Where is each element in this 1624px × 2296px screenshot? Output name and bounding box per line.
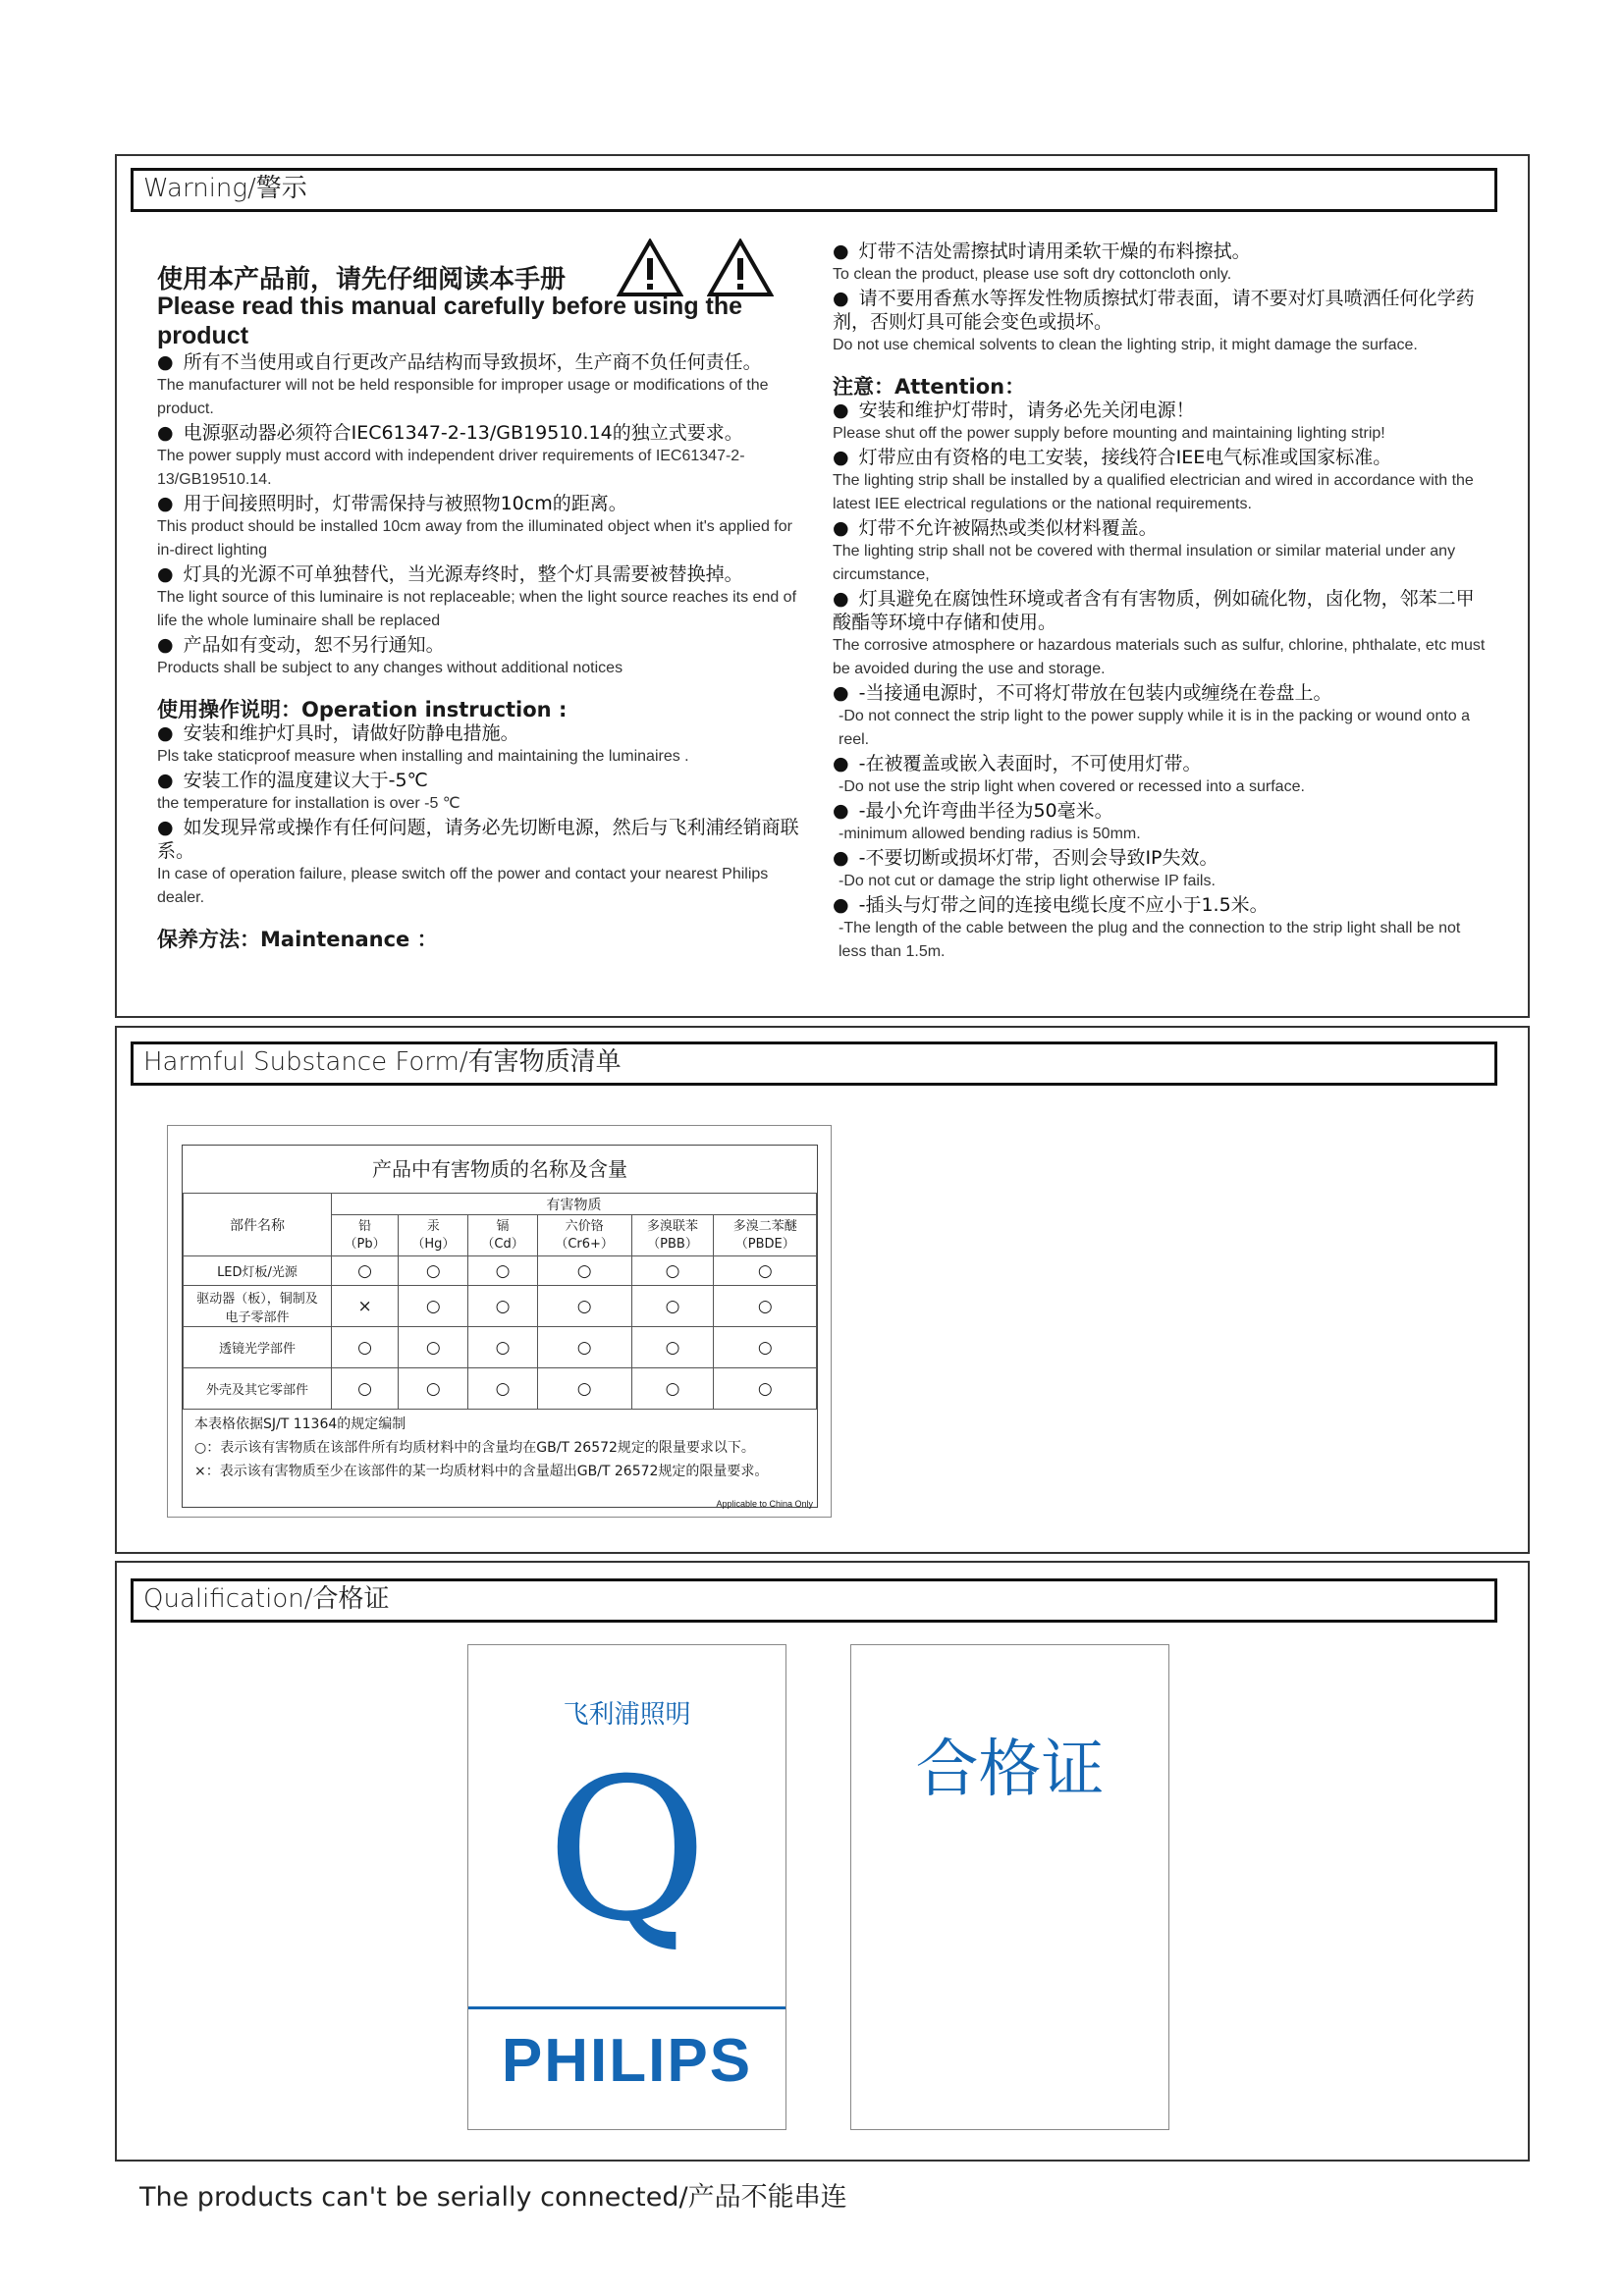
list-item: ● 灯带不允许被隔热或类似材料覆盖。 — [833, 516, 1489, 540]
table-cell: ○ — [468, 1368, 537, 1410]
table-cell: ○ — [631, 1327, 714, 1368]
brand-zh: 飞利浦照明 — [563, 1700, 691, 1730]
list-item-en: The power supply must accord with independent driver requirements of IEC61347-2-13/GB19510.14. — [157, 448, 745, 488]
table-cell: ○ — [332, 1256, 399, 1286]
list-item-en: -Do not use the strip light when covered or recessed into a surface. — [839, 778, 1305, 795]
list-item: ● -在被覆盖或嵌入表面时，不可使用灯带。 — [833, 752, 1489, 775]
certificate-card — [850, 1644, 1169, 2130]
table-cell: ○ — [468, 1256, 537, 1286]
list-item-en: -The length of the cable between the plug and the connection to the strip light shall be not less than 1.5m. — [839, 920, 1461, 960]
table-row — [184, 1256, 817, 1286]
applicable-note: Applicable to China Only — [716, 1499, 813, 1509]
col-header: 镉 （Cd） — [468, 1215, 537, 1256]
warning-title: Warning/警示 — [131, 168, 1497, 212]
list-item-en: Pls take staticproof measure when installing and maintaining the luminaires . — [157, 748, 689, 765]
philips-q-card — [467, 1644, 786, 2130]
list-item-en: The manufacturer will not be held responsible for improper usage or modifications of the product. — [157, 377, 769, 417]
table-title: 产品中有害物质的名称及含量 — [372, 1157, 627, 1181]
table-cell: ○ — [631, 1256, 714, 1286]
substance-table — [183, 1193, 817, 1410]
list-item-en: In case of operation failure, please switch off the power and contact your nearest Philips dealer. — [157, 866, 769, 906]
divider — [468, 2006, 785, 2009]
list-item-en: This product should be installed 10cm away from the illuminated object when it's applied for in-direct lighting — [157, 518, 792, 559]
table-cell: ○ — [631, 1286, 714, 1327]
table-cell: ○ — [468, 1327, 537, 1368]
list-item: ● -不要切断或损坏灯带，否则会导致IP失效。 — [833, 846, 1489, 870]
substance-title: Harmful Substance Form/有害物质清单 — [131, 1041, 1497, 1086]
table-note: ×：表示该有害物质至少在该部件的某一均质材料中的含量超出GB/T 26572规定的限量要求。 — [194, 1464, 769, 1479]
table-cell: × — [332, 1286, 399, 1327]
table-cell: ○ — [332, 1327, 399, 1368]
table-cell: ○ — [399, 1327, 468, 1368]
warning-left-column — [157, 265, 805, 951]
table-note: ○：表示该有害物质在该部件所有均质材料中的含量均在GB/T 26572规定的限量要求以下。 — [194, 1440, 755, 1456]
col-header: 多溴联苯 （PBB） — [631, 1215, 714, 1256]
list-item: ● 用于间接照明时，灯带需保持与被照物10cm的距离。 — [157, 492, 805, 515]
col-header: 多溴二苯醚 （PBDE） — [714, 1215, 817, 1256]
table-cell: ○ — [537, 1286, 631, 1327]
heading-zh: 使用本产品前，请先仔细阅读本手册 — [157, 265, 567, 294]
list-item-en: The lighting strip shall be installed by a qualified electrician and wired in accordance with the latest IEE electrical regulations or the national requirements. — [833, 472, 1474, 512]
row-name: 外壳及其它零部件 — [184, 1368, 332, 1410]
qualification-section — [115, 1561, 1530, 2162]
list-item-en: -Do not cut or damage the strip light otherwise IP fails. — [839, 873, 1216, 889]
table-cell: ○ — [714, 1368, 817, 1410]
list-item: ● -插头与灯带之间的连接电缆长度不应小于1.5米。 — [833, 893, 1489, 917]
list-item: ● 产品如有变动，恕不另行通知。 — [157, 633, 805, 657]
table-cell: ○ — [332, 1368, 399, 1410]
list-item: ● 安装和维护灯带时，请务必先关闭电源！ — [833, 399, 1489, 422]
list-item-en: The lighting strip shall not be covered with thermal insulation or similar material under any circumstance, — [833, 543, 1456, 583]
table-cell: ○ — [537, 1368, 631, 1410]
table-cell: ○ — [631, 1368, 714, 1410]
list-item: ● 安装和维护灯具时，请做好防静电措施。 — [157, 721, 805, 745]
col-header: 六价铬 （Cr6+） — [537, 1215, 631, 1256]
row-name: 透镜光学部件 — [184, 1327, 332, 1368]
col-header: 汞 （Hg） — [399, 1215, 468, 1256]
list-item: ● -当接通电源时，不可将灯带放在包装内或缠绕在卷盘上。 — [833, 681, 1489, 705]
list-item-en: The light source of this luminaire is not replaceable; when the light source reaches its end of life the whole luminaire shall be replaced — [157, 589, 797, 629]
table-cell: ○ — [468, 1286, 537, 1327]
list-item: ● 所有不当使用或自行更改产品结构而导致损坏，生产商不负任何责任。 — [157, 350, 805, 374]
row-name: LED灯板/光源 — [184, 1256, 332, 1286]
row-name: 驱动器（板），铜制及电子零部件 — [184, 1286, 332, 1327]
qualification-title: Qualification/合格证 — [131, 1578, 1497, 1623]
list-item: ● 电源驱动器必须符合IEC61347-2-13/GB19510.14的独立式要求。 — [157, 421, 805, 445]
table-cell: ○ — [714, 1286, 817, 1327]
list-item: ● 灯具避免在腐蚀性环境或者含有有害物质，例如硫化物，卤化物，邻苯二甲酸酯等环境中存储和使用。 — [833, 587, 1489, 634]
list-item: ● 请不要用香蕉水等挥发性物质擦拭灯带表面，请不要对灯具喷洒任何化学药剂，否则灯具可能会变色或损坏。 — [833, 287, 1489, 334]
list-item-en: the temperature for installation is over -5 ℃ — [157, 795, 460, 812]
col-header: 铅 （Pb） — [332, 1215, 399, 1256]
list-item-en: To clean the product, please use soft dry cottoncloth only. — [833, 266, 1232, 283]
col-part-header: 部件名称 — [184, 1194, 332, 1256]
list-item-en: -Do not connect the strip light to the power supply while it is in the packing or wound onto a reel. — [839, 708, 1471, 748]
list-item-en: Products shall be subject to any changes without additional notices — [157, 660, 623, 676]
table-row — [184, 1286, 817, 1327]
list-item-en: Please shut off the power supply before mounting and maintaining lighting strip! — [833, 425, 1385, 442]
list-item: ● -最小允许弯曲半径为50毫米。 — [833, 799, 1489, 823]
list-item: ● 灯带不洁处需擦拭时请用柔软干燥的布料擦拭。 — [833, 240, 1489, 263]
list-item: ● 灯带应由有资格的电工安装，接线符合IEE电气标准或国家标准。 — [833, 446, 1489, 469]
list-item-en: Do not use chemical solvents to clean the lighting strip, it might damage the surface. — [833, 337, 1418, 353]
table-note: 本表格依据SJ/T 11364的规定编制 — [194, 1416, 406, 1432]
table-cell: ○ — [714, 1256, 817, 1286]
philips-logo: PHILIPS — [501, 2027, 753, 2095]
table-row — [184, 1327, 817, 1368]
footer-note: The products can't be serially connected/产品不能串连 — [139, 2182, 847, 2213]
table-cell: ○ — [399, 1286, 468, 1327]
table-cell: ○ — [714, 1327, 817, 1368]
table-row — [184, 1368, 817, 1410]
list-item: ● 如发现异常或操作有任何问题，请务必先切断电源，然后与飞利浦经销商联系。 — [157, 816, 805, 863]
heading-en: Please read this manual carefully before using the product — [157, 293, 743, 349]
attention-title: 注意：Attention： — [833, 375, 1026, 399]
warning-right-column — [833, 240, 1489, 964]
table-cell: ○ — [399, 1368, 468, 1410]
table-cell: ○ — [537, 1327, 631, 1368]
substance-table-inner — [182, 1145, 818, 1508]
certificate-label: 合格证 — [915, 1734, 1105, 1806]
list-item-en: The corrosive atmosphere or hazardous materials such as sulfur, chlorine, phthalate, etc must be avoided during the use and storage. — [833, 637, 1486, 677]
table-cell: ○ — [399, 1256, 468, 1286]
operation-title: 使用操作说明：Operation instruction : — [157, 698, 568, 721]
list-item-en: -minimum allowed bending radius is 50mm. — [839, 826, 1141, 842]
maintenance-title: 保养方法：Maintenance ： — [157, 928, 438, 951]
table-cell: ○ — [537, 1256, 631, 1286]
list-item: ● 灯具的光源不可单独替代，当光源寿终时，整个灯具需要被替换掉。 — [157, 562, 805, 586]
q-logo: Q — [546, 1736, 708, 1965]
list-item: ● 安装工作的温度建议大于-5℃ — [157, 769, 805, 792]
col-group-header: 有害物质 — [332, 1194, 817, 1215]
